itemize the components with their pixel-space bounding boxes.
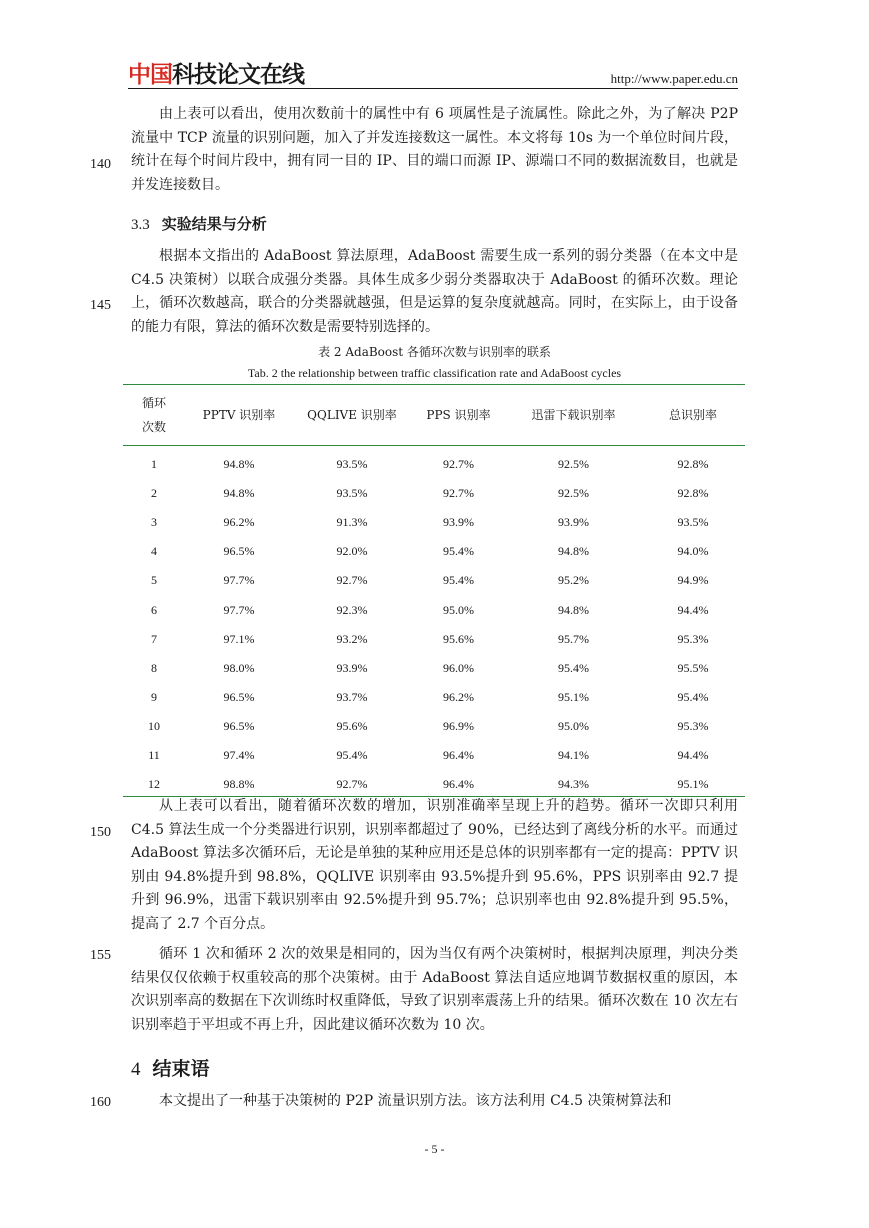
- rate-cell: 94.9%: [677, 573, 709, 588]
- line-number-140: 140: [90, 157, 111, 172]
- cycle-count-cell: 1: [151, 457, 157, 472]
- rate-cell: 92.7%: [443, 486, 474, 501]
- header-pptv: PPTV 识别率: [202, 408, 276, 422]
- section-title: 实验结果与分析: [161, 215, 267, 233]
- rate-cell: 94.0%: [677, 544, 709, 559]
- rate-cell: 92.5%: [558, 457, 589, 472]
- table-row: [123, 479, 745, 508]
- rate-cell: 93.9%: [336, 660, 368, 675]
- logo-black-text: 科技论文在线: [172, 62, 304, 88]
- rate-cell: 96.4%: [443, 747, 474, 762]
- table-row: [123, 508, 745, 537]
- rate-cell: 92.5%: [558, 486, 589, 501]
- rate-cell: 94.8%: [223, 486, 255, 501]
- rate-cell: 92.0%: [336, 544, 368, 559]
- line-number-145: 145: [90, 298, 111, 313]
- page-number: - 5 -: [424, 1142, 445, 1156]
- cycle-count-cell: 3: [151, 515, 157, 530]
- rate-cell: 92.8%: [677, 486, 709, 501]
- rate-cell: 97.1%: [223, 631, 255, 646]
- paragraph-results-analysis: 从上表可以看出，随着循环次数的增加，识别准确率呈现上升的趋势。循环一次即只利用 C4.5 算法生成一个分类器进行识别，识别率都超过了 90%，已经达到了离线分析的水平。而通过 AdaBoost 算法多次循环后，无论是单独的某种应用还是总体的识别率都有一定的提高：PPTV 识别由 94.8%提升到 98.8%，QQLIVE 识别率由 93.5%提升到 95.6%，PPS 识别率由 92.7 提升到 96.9%，迅雷下载识别率由 92.5%提升到 95.7%；总识别率也由 92.8%提升到 95.5%，提高了 2.7 个百分点。: [131, 798, 738, 932]
- rate-cell: 91.3%: [336, 515, 368, 530]
- cycle-count-cell: 11: [148, 747, 160, 762]
- rate-cell: 92.8%: [677, 457, 709, 472]
- section-number: 3.3: [131, 217, 150, 233]
- line-number-150: 150: [90, 825, 111, 840]
- header-total: 总识别率: [668, 408, 717, 422]
- paragraph-conclusion: 本文提出了一种基于决策树的 P2P 流量识别方法。该方法利用 C4.5 决策树算法和: [159, 1093, 672, 1109]
- rate-cell: 95.3%: [677, 631, 709, 646]
- header-cycles-line2: 次数: [141, 419, 166, 434]
- rate-cell: 95.4%: [558, 660, 589, 675]
- table-row: [123, 683, 745, 712]
- table-caption-cn: 表 2 AdaBoost 各循环次数与识别率的联系: [318, 345, 551, 359]
- rate-cell: 94.4%: [677, 602, 709, 617]
- table-row: [123, 625, 745, 654]
- rate-cell: 95.1%: [558, 689, 589, 704]
- cycle-count-cell: 7: [151, 631, 157, 646]
- rate-cell: 95.4%: [336, 747, 368, 762]
- cycle-count-cell: 8: [151, 660, 157, 675]
- rate-cell: 94.3%: [558, 777, 589, 792]
- header-cycles-line1: 循环: [141, 395, 166, 410]
- table-row: [123, 654, 745, 683]
- recognition-rate-table: [123, 450, 745, 799]
- table-row: [123, 566, 745, 595]
- rate-cell: 95.6%: [336, 718, 368, 733]
- journal-logo: [128, 62, 304, 88]
- section-heading-3-3: [131, 213, 267, 236]
- section-number: 4: [131, 1059, 141, 1080]
- rate-cell: 96.4%: [443, 777, 474, 792]
- cycle-count-cell: 5: [151, 573, 157, 588]
- rate-cell: 95.2%: [558, 573, 589, 588]
- cycle-count-cell: 12: [148, 777, 160, 792]
- table-header-rule: [123, 445, 745, 446]
- rate-cell: 94.8%: [558, 602, 589, 617]
- header-qqlive: QQLIVE 识别率: [307, 408, 397, 422]
- rate-cell: 96.5%: [223, 689, 255, 704]
- rate-cell: 97.7%: [223, 602, 255, 617]
- rate-cell: 96.2%: [443, 689, 474, 704]
- table-row: [123, 450, 745, 479]
- header-url[interactable]: http://www.paper.edu.cn: [610, 71, 738, 86]
- rate-cell: 92.7%: [336, 573, 368, 588]
- header-xunlei: 迅雷下载识别率: [531, 408, 616, 422]
- rate-cell: 94.8%: [223, 457, 255, 472]
- table-row: [123, 537, 745, 566]
- logo-red-text: 中国: [128, 62, 172, 88]
- header-cycles: [123, 384, 185, 445]
- rate-cell: 95.0%: [443, 602, 474, 617]
- rate-cell: 93.9%: [443, 515, 474, 530]
- table-header: [123, 384, 745, 445]
- rate-cell: 93.2%: [336, 631, 368, 646]
- section-heading-4: [131, 1056, 210, 1083]
- rate-cell: 94.8%: [558, 544, 589, 559]
- rate-cell: 95.4%: [677, 689, 709, 704]
- rate-cell: 96.5%: [223, 718, 255, 733]
- rate-cell: 95.4%: [443, 544, 474, 559]
- table-caption-en: Tab. 2 the relationship between traffic classification rate and AdaBoost cycles: [247, 366, 622, 380]
- header-rule: [128, 88, 738, 89]
- table-row: [123, 712, 745, 741]
- rate-cell: 93.9%: [558, 515, 589, 530]
- rate-cell: 97.4%: [223, 747, 255, 762]
- line-number-155: 155: [90, 948, 111, 963]
- rate-cell: 94.1%: [558, 747, 589, 762]
- section-title: 结束语: [152, 1058, 210, 1080]
- table-row: [123, 595, 745, 624]
- rate-cell: 95.6%: [443, 631, 474, 646]
- cycle-count-cell: 10: [148, 718, 160, 733]
- paragraph-adaboost-principle: 根据本文指出的 AdaBoost 算法原理，AdaBoost 需要生成一系列的弱分类器（在本文中是 C4.5 决策树）以联合成强分类器。具体生成多少弱分类器取决于 AdaBoost 的循环次数。理论上，循环次数越高，联合的分类器就越强，但是运算的复杂度就越高。同时，在实际上，由于设备的能力有限，算法的循环次数是需要特别选择的。: [131, 248, 738, 335]
- rate-cell: 98.0%: [223, 660, 255, 675]
- rate-cell: 97.7%: [223, 573, 255, 588]
- rate-cell: 98.8%: [223, 777, 255, 792]
- rate-cell: 93.5%: [336, 457, 368, 472]
- rate-cell: 96.0%: [443, 660, 474, 675]
- paragraph-concurrent-connections: 由上表可以看出，使用次数前十的属性中有 6 项属性是子流属性。除此之外，为了解决 P2P 流量中 TCP 流量的识别问题，加入了并发连接数这一属性。本文将每 10s 为一个单位时间片段，统计在每个时间片段中，拥有同一目的 IP、目的端口而源 IP、源端口不同的数据流数目，也就是并发连接数目。: [131, 106, 738, 193]
- rate-cell: 95.0%: [558, 718, 589, 733]
- rate-cell: 93.5%: [677, 515, 709, 530]
- rate-cell: 93.5%: [336, 486, 368, 501]
- table-row: [123, 741, 745, 770]
- rate-cell: 95.1%: [677, 777, 709, 792]
- rate-cell: 92.3%: [336, 602, 368, 617]
- rate-cell: 96.5%: [223, 544, 255, 559]
- table-body: [123, 450, 745, 799]
- rate-cell: 92.7%: [443, 457, 474, 472]
- line-number-160: 160: [90, 1095, 111, 1110]
- rate-cell: 96.9%: [443, 718, 474, 733]
- paragraph-cycle-discussion: 循环 1 次和循环 2 次的效果是相同的，因为当仅有两个决策树时，根据判决原理，判决分类结果仅仅依赖于权重较高的那个决策树。由于 AdaBoost 算法自适应地调节数据权重的原因，本次识别率高的数据在下次训练时权重降低，导致了识别率震荡上升的结果。循环次数在 10 次左右识别率趋于平坦或不再上升，因此建议循环次数为 10 次。: [131, 946, 738, 1033]
- cycle-count-cell: 2: [151, 486, 157, 501]
- header-pps: PPS 识别率: [426, 408, 491, 422]
- rate-cell: 95.4%: [443, 573, 474, 588]
- rate-cell: 92.7%: [336, 777, 368, 792]
- cycle-count-cell: 4: [151, 544, 157, 559]
- cycle-count-cell: 9: [151, 689, 157, 704]
- rate-cell: 95.3%: [677, 718, 709, 733]
- rate-cell: 96.2%: [223, 515, 255, 530]
- rate-cell: 94.4%: [677, 747, 709, 762]
- rate-cell: 95.7%: [558, 631, 589, 646]
- rate-cell: 93.7%: [336, 689, 368, 704]
- cycle-count-cell: 6: [151, 602, 157, 617]
- rate-cell: 95.5%: [677, 660, 709, 675]
